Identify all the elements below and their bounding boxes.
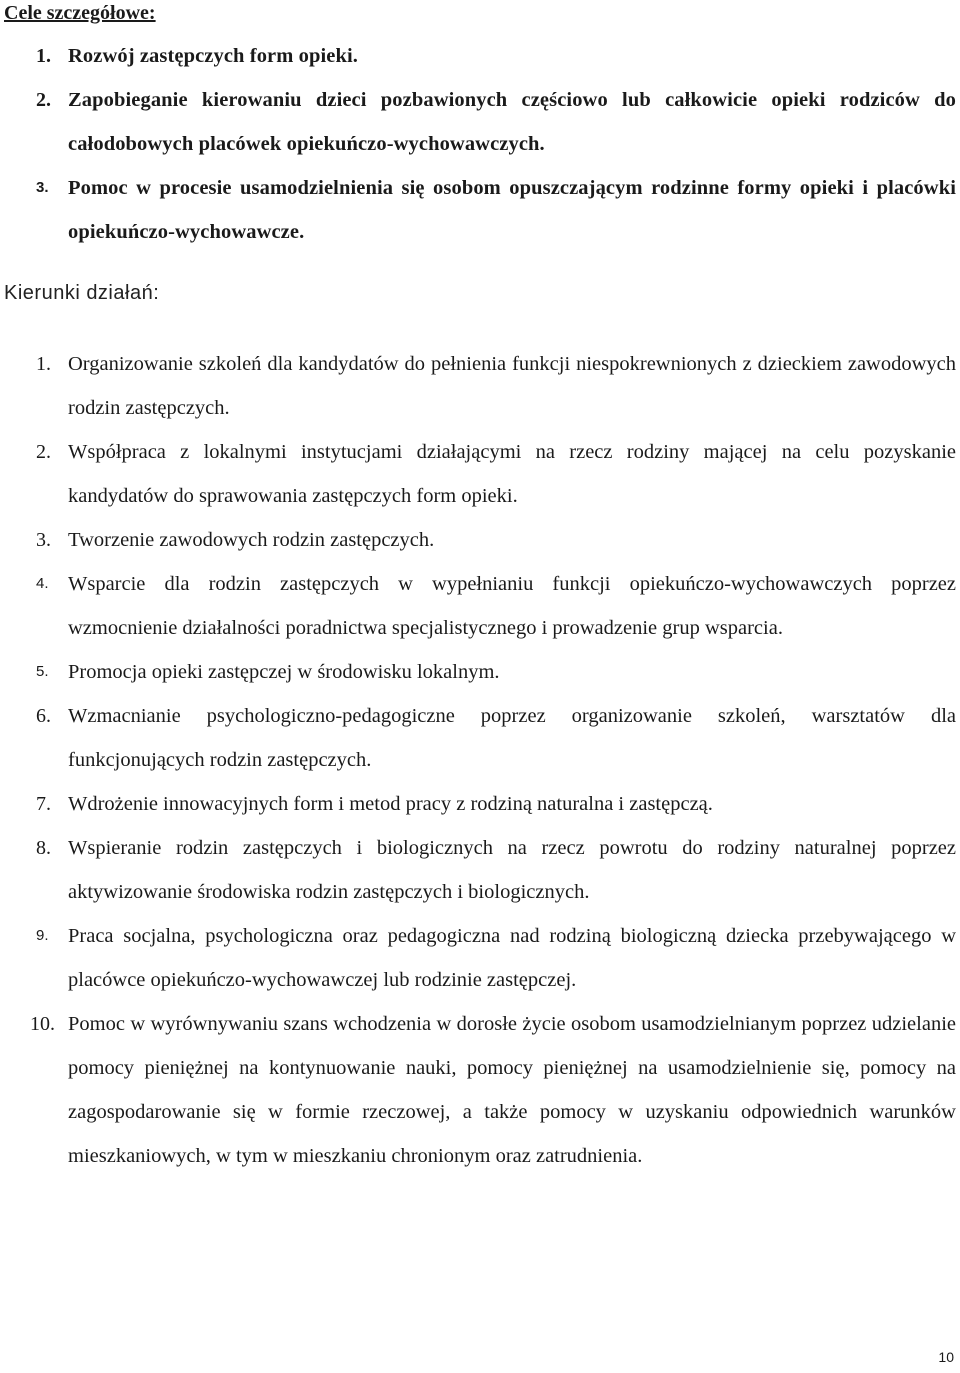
list-item	[0, 650, 960, 694]
goals-list	[0, 34, 960, 254]
item-text: Tworzenie zawodowych rodzin zastępczych.	[68, 529, 435, 551]
item-number: 6.	[36, 705, 51, 727]
goals-heading: Cele szczegółowe:	[4, 2, 156, 24]
item-text: Zapobieganie kierowaniu dzieci pozbawionych częściowo lub całkowicie opieki rodziców do całodobowych placówek opiekuńczo-wychowawczych.	[68, 89, 956, 155]
list-item	[0, 826, 960, 914]
list-item	[0, 430, 960, 518]
actions-heading: Kierunki działań:	[4, 282, 160, 304]
list-item	[0, 782, 960, 826]
item-number: 3.	[36, 179, 49, 196]
item-number: 8.	[36, 837, 51, 859]
list-item	[0, 1002, 960, 1178]
item-number: 1.	[36, 45, 51, 67]
list-item	[0, 914, 960, 1002]
item-number: 4.	[36, 575, 49, 592]
page-number: 10	[938, 1349, 954, 1365]
item-text: Praca socjalna, psychologiczna oraz pedagogiczna nad rodziną biologiczną dziecka przebywającego w placówce opiekuńczo-wychowawczej lub rodzinie zastępczej.	[68, 925, 956, 991]
item-text: Rozwój zastępczych form opieki.	[68, 45, 359, 67]
item-text: Organizowanie szkoleń dla kandydatów do pełnienia funkcji niespokrewnionych z dzieckiem zawodowych rodzin zastępczych.	[68, 353, 956, 419]
list-item	[0, 166, 960, 254]
item-number: 1.	[36, 353, 51, 375]
item-number: 2.	[36, 89, 51, 111]
item-number: 2.	[36, 441, 51, 463]
item-text: Pomoc w procesie usamodzielnienia się osobom opuszczającym rodzinne formy opieki i placówki opiekuńczo-wychowawcze.	[68, 177, 956, 243]
list-item	[0, 518, 960, 562]
list-item	[0, 342, 960, 430]
item-text: Wdrożenie innowacyjnych form i metod pracy z rodziną naturalna i zastępczą.	[68, 793, 713, 815]
list-item	[0, 562, 960, 650]
list-item	[0, 34, 960, 78]
item-text: Promocja opieki zastępczej w środowisku lokalnym.	[68, 661, 500, 683]
item-text: Wzmacnianie psychologiczno-pedagogiczne poprzez organizowanie szkoleń, warsztatów dla funkcjonujących rodzin zastępczych.	[68, 705, 956, 771]
item-number: 5.	[36, 663, 49, 680]
list-item	[0, 78, 960, 166]
item-text: Pomoc w wyrównywaniu szans wchodzenia w dorosłe życie osobom usamodzielnianym poprzez udzielanie pomocy pieniężnej na kontynuowanie nauki, pomocy pieniężnej na usamodzielnienie się, pomocy na zagospodarowanie się w formie rzeczowej, a także pomocy w uzyskaniu odpowiednich warunków mieszkaniowych, w tym w mieszkaniu chronionym oraz zatrudnienia.	[68, 1013, 956, 1167]
item-number: 9.	[36, 927, 49, 944]
item-text: Wsparcie dla rodzin zastępczych w wypełnianiu funkcji opiekuńczo-wychowawczych poprzez wzmocnienie działalności poradnictwa specjalistycznego i prowadzenie grup wsparcia.	[68, 573, 956, 639]
item-number: 7.	[36, 793, 51, 815]
item-text: Wspieranie rodzin zastępczych i biologicznych na rzecz powrotu do rodziny naturalnej poprzez aktywizowanie środowiska rodzin zastępczych i biologicznych.	[68, 837, 956, 903]
item-number: 10.	[30, 1013, 55, 1035]
item-text: Współpraca z lokalnymi instytucjami działającymi na rzecz rodziny mającej na celu pozyskanie kandydatów do sprawowania zastępczych form opieki.	[68, 441, 956, 507]
item-number: 3.	[36, 529, 51, 551]
actions-list	[0, 342, 960, 1178]
list-item	[0, 694, 960, 782]
